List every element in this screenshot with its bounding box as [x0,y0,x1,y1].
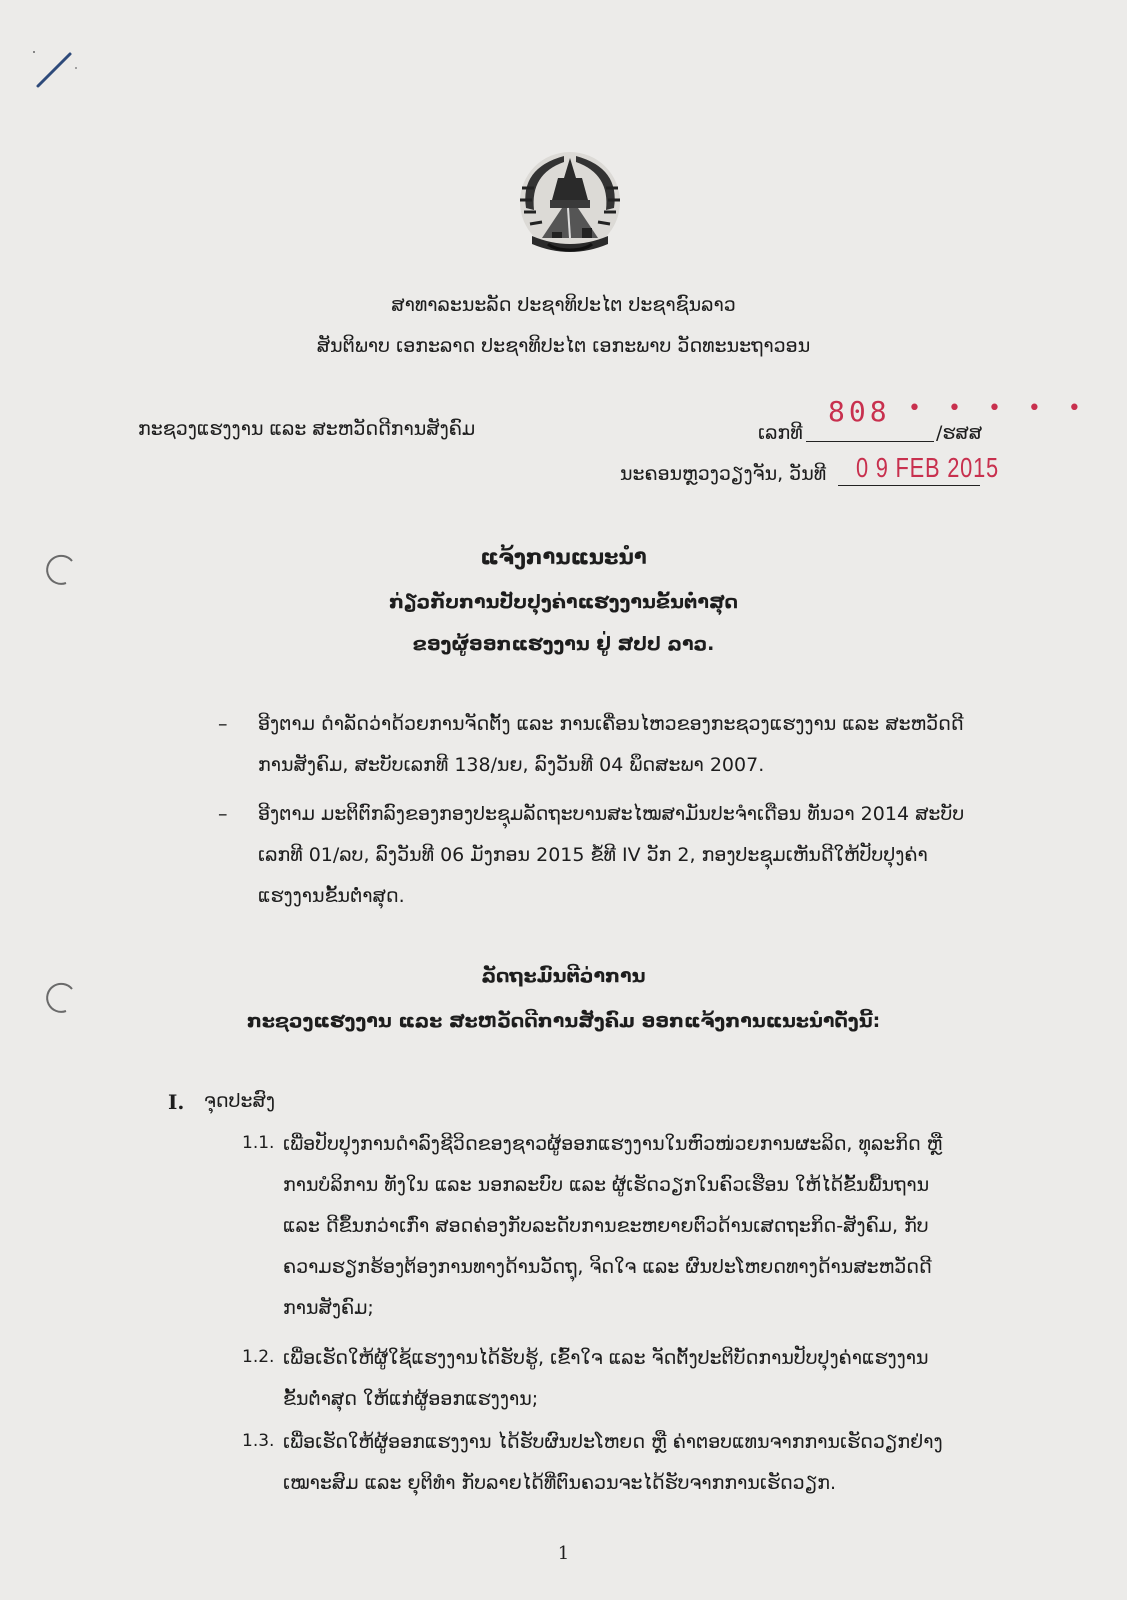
document-subtitle-2: ຂອງຜູ້ອອກແຮງງານ ຢູ່ ສປປ ລາວ. [412,633,715,655]
reference-number-stamp: 808 [828,395,891,428]
issuing-ministry: ກະຊວງແຮງງານ ແລະ ສະຫວັດດີການສັງຄົມ [138,418,476,440]
authority-statement: ກະຊວງແຮງງານ ແລະ ສະຫວັດດີການສັງຄົມ ອອກແຈ້ງການແນະນຳດັ່ງນີ້: [246,1010,881,1032]
date-stamp: 0 9 FEB 2015 [856,452,999,483]
section-item [283,1422,999,1504]
reference-line: ອີງຕາມ ດຳລັດວ່າດ້ວຍການຈັດຕັ້ງ ແລະ ການເຄື່ອນໄຫວຂອງກະຊວງແຮງງານ ແລະ ສະຫວັດດີ [258,713,964,735]
section-number: I. [168,1090,185,1114]
item-line: ເພື່ອເຮັດໃຫ້ຜູ້ອອກແຮງງານ ໄດ້ຮັບຜົນປະໂຫຍດ ຫຼື ຄ່າຕອບແທນຈາກການເຮັດວຽກຢ່າງ [283,1431,943,1453]
reference-item [258,704,998,786]
item-line: ເພື່ອປັບປຸງການດຳລົງຊີວິດຂອງຊາວຜູ້ອອກແຮງງານໃນຫົວໜ່ວຍການຜະລິດ, ທຸລະກິດ ຫຼື [283,1133,943,1155]
date-line [838,485,980,486]
reference-dash: – [218,803,228,825]
reference-line: ແຮງງານຂັ້ນຕ່ຳສຸດ. [258,885,405,907]
item-line: ເພື່ອເຮັດໃຫ້ຜູ້ໃຊ້ແຮງງານໄດ້ຮັບຮູ້, ເຂົ້າໃຈ ແລະ ຈັດຕັ້ງປະຕິບັດການປັບປຸງຄ່າແຮງງານ [283,1347,929,1369]
item-line: ເໝາະສົມ ແລະ ຍຸຕິທຳ ກັບລາຍໄດ້ທີ່ຕົນຄວນຈະໄດ້ຮັບຈາກການເຮັດວຽກ. [283,1472,837,1494]
lao-state-emblem [512,148,628,258]
page-number: 1 [557,1543,570,1564]
country-name: ສາທາລະນະລັດ ປະຊາທິປະໄຕ ປະຊາຊົນລາວ [391,294,736,316]
pen-mark-icon [30,48,80,92]
reference-number-line [806,441,934,442]
section-item [283,1124,999,1329]
reference-dash: – [218,713,228,735]
item-number: 1.3. [242,1431,275,1451]
reference-line: ການສັງຄົມ, ສະບັບເລກທີ 138/ນຍ, ລົງວັນທີ 04 ພຶດສະພາ 2007. [258,754,765,776]
item-line: ຂັ້ນຕ່ຳສຸດ ໃຫ້ແກ່ຜູ້ອອກແຮງງານ; [283,1388,539,1410]
section-title: ຈຸດປະສົງ [204,1090,276,1112]
section-item [283,1338,999,1420]
item-line: ແລະ ດີຂຶ້ນກວ່າເກົ່າ ສອດຄ່ອງກັບລະດັບການຂະຫຍາຍຕົວດ້ານເສດຖະກິດ-ສັງຄົມ, ກັບ [283,1215,929,1237]
document-title: ແຈ້ງການແນະນຳ [480,545,647,569]
reference-item [258,794,998,917]
reference-line: ເລກທີ 01/ລບ, ລົງວັນທີ 06 ມັງກອນ 2015 ຂໍ້ທີ IV ວັກ 2, ກອງປະຊຸມເຫັນດີໃຫ້ປັບປຸງຄ່າ [258,844,928,866]
item-line: ຄວາມຮຽກຮ້ອງຕ້ອງການທາງດ້ານວັດຖຸ, ຈິດໃຈ ແລະ ຜົນປະໂຫຍດທາງດ້ານສະຫວັດດີ [283,1256,932,1278]
item-number: 1.2. [242,1347,275,1367]
authority-title: ລັດຖະມົນຕີວ່າການ [481,965,646,987]
item-line: ການບໍລິການ ທັງໃນ ແລະ ນອກລະບົບ ແລະ ຜູ້ເຮັດວຽກໃນຄົວເຮືອນ ໃຫ້ໄດ້ຂັ້ນພື້ນຖານ [283,1174,930,1196]
reference-line: ອີງຕາມ ມະຕິຕົກລົງຂອງກອງປະຊຸມລັດຖະບານສະໄໝສາມັນປະຈຳເດືອນ ທັນວາ 2014 ສະບັບ [258,803,965,825]
item-number: 1.1. [242,1133,275,1153]
reference-number-stamp-dots: • • • • • [908,396,1091,421]
document-subtitle-1: ກ່ຽວກັບການປັບປຸງຄ່າແຮງງານຂັ້ນຕ່ຳສຸດ [388,591,739,613]
date-label: ນະຄອນຫຼວງວຽງຈັນ, ວັນທີ [620,463,827,485]
reference-number-suffix: /ຮສສ [936,422,983,444]
national-motto: ສັນຕິພາບ ເອກະລາດ ປະຊາທິປະໄຕ ເອກະພາບ ວັດທະນະຖາວອນ [316,335,811,357]
reference-number-label: ເລກທີ [758,422,803,444]
item-line: ການສັງຄົມ; [283,1297,374,1319]
